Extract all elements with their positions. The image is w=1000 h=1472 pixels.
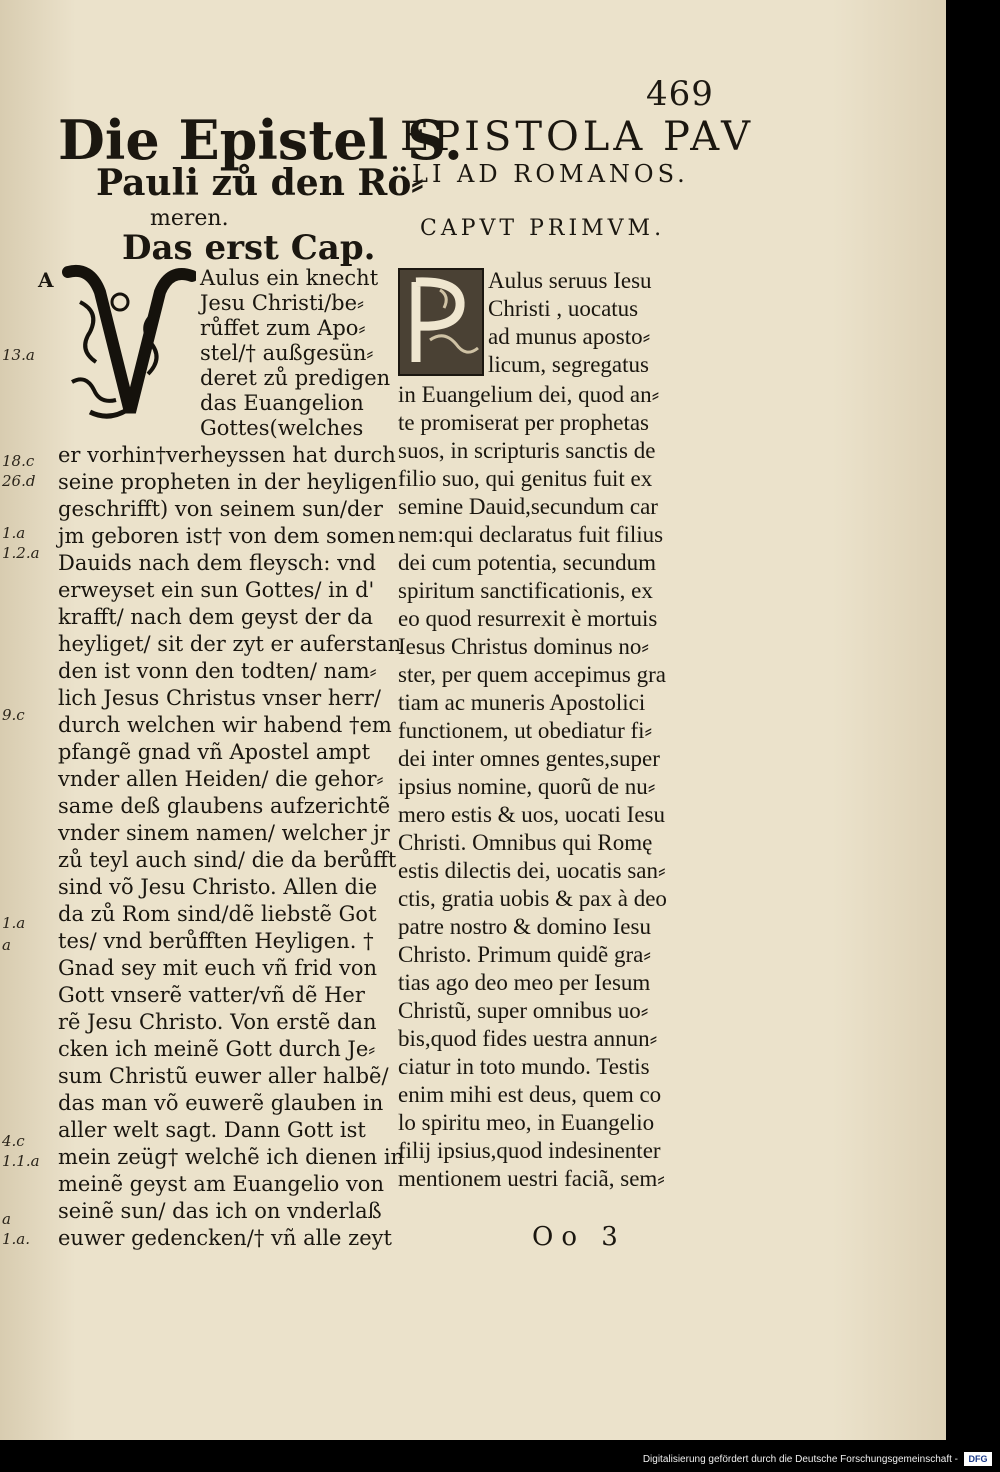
german-line: Gnad sey mit euch vñ frid von <box>58 956 378 980</box>
latin-line: semine Dauid,secundum car <box>398 494 658 519</box>
signature-mark: Oo 3 <box>532 1222 626 1252</box>
latin-line: Christi , uocatus <box>488 296 639 321</box>
margin-note: 18.c <box>2 452 35 470</box>
german-line: da zů Rom sind/dẽ liebstẽ Got <box>58 902 377 926</box>
german-line: vnder allen Heiden/ die gehor⸗ <box>58 767 384 791</box>
german-line: stel/† außgesün⸗ <box>200 341 374 365</box>
german-line: pfangẽ gnad vñ Apostel ampt <box>58 740 371 764</box>
latin-line: tias ago deo meo per Iesum <box>398 970 651 995</box>
latin-line: estis dilectis dei, uocatis san⸗ <box>398 858 666 883</box>
latin-line: spiritum sanctificationis, ex <box>398 578 653 603</box>
page-number: 469 <box>646 74 714 114</box>
footer-credit: Digitalisierung gefördert durch die Deutsche Forschungsgemeinschaft - <box>642 1454 958 1465</box>
german-title-line1: Die Epistel S. <box>58 108 463 172</box>
latin-line: Christũ, super omnibus uo⸗ <box>398 998 649 1023</box>
latin-line: lo spiritu meo, in Euangelio <box>398 1110 655 1135</box>
margin-note: a <box>2 1210 11 1228</box>
margin-note: 13.a <box>2 346 35 364</box>
latin-chapter-heading: CAPVT PRIMVM. <box>420 216 666 241</box>
german-line: Jesu Christi/be⸗ <box>200 291 365 315</box>
latin-line: mentionem uestri faciã, sem⸗ <box>398 1166 665 1191</box>
german-line: seinẽ sun/ das ich on vnderlaß <box>58 1199 382 1223</box>
latin-line: te promiserat per prophetas <box>398 410 649 435</box>
german-chapter-heading: Das erst Cap. <box>122 228 376 268</box>
german-line: Aulus ein knecht <box>200 266 379 290</box>
latin-line: ad munus aposto⸗ <box>488 324 651 349</box>
dfg-logo-icon: DFG <box>964 1452 992 1466</box>
german-line: euwer gedencken/† vñ alle zeyt <box>58 1226 392 1250</box>
german-line: durch welchen wir habend †em <box>58 713 392 737</box>
margin-note: 26.d <box>2 472 36 490</box>
german-line: vnder sinem namen/ welcher jr <box>58 821 390 845</box>
latin-line: functionem, ut obediatur fi⸗ <box>398 718 653 743</box>
latin-line: eo quod resurrexit è mortuis <box>398 606 658 631</box>
latin-title-line2: LI AD ROMANOS. <box>412 160 689 188</box>
latin-line: enim mihi est deus, quem co <box>398 1082 662 1107</box>
latin-line: Iesus Christus dominus no⸗ <box>398 634 650 659</box>
latin-line: ctis, gratia uobis & pax à deo <box>398 886 667 911</box>
german-line: den ist vonn den todten/ nam⸗ <box>58 659 377 683</box>
german-line: tes/ vnd berůfften Heyligen. † <box>58 929 374 953</box>
latin-line: Aulus seruus Iesu <box>488 268 652 293</box>
german-line: krafft/ nach dem geyst der da <box>58 605 374 629</box>
german-line: Gottes(welches <box>200 416 364 440</box>
latin-line: ster, per quem accepimus gra <box>398 662 666 687</box>
margin-note: a <box>2 936 11 954</box>
german-line: jm geboren ist† von dem somen <box>58 524 396 548</box>
margin-note: 1.a <box>2 524 26 542</box>
margin-note: 4.c <box>2 1132 25 1150</box>
german-line: das man võ euwerẽ glauben in <box>58 1091 384 1115</box>
german-line: sum Christũ euwer aller halbẽ/ <box>58 1064 389 1088</box>
latin-line: dei cum potentia, secundum <box>398 550 657 575</box>
latin-line: ipsius nomine, quorũ de nu⸗ <box>398 774 656 799</box>
german-line: mein zeüg† welchẽ ich dienen in <box>58 1145 405 1169</box>
latin-line: patre nostro & domino Iesu <box>398 914 651 939</box>
german-line: sind võ Jesu Christo. Allen die <box>58 875 378 899</box>
margin-note: 1.a <box>2 914 26 932</box>
margin-note: 1.a. <box>2 1230 31 1248</box>
latin-line: dei inter omnes gentes,super <box>398 746 660 771</box>
decorated-initial-p-icon <box>398 268 484 376</box>
german-line: deret zů predigen <box>200 366 391 390</box>
latin-line: licum, segregatus <box>488 352 649 377</box>
german-line: Dauids nach dem fleysch: vnd <box>58 551 376 575</box>
latin-line: Christi. Omnibus qui Romę <box>398 830 653 855</box>
latin-line: nem:qui declaratus fuit filius <box>398 522 664 547</box>
latin-line: tiam ac muneris Apostolici <box>398 690 646 715</box>
german-line: cken ich meinẽ Gott durch Je⸗ <box>58 1037 376 1061</box>
latin-line: filij ipsius,quod indesinenter <box>398 1138 661 1163</box>
latin-line: bis,quod fides uestra annun⸗ <box>398 1026 658 1051</box>
latin-line: in Euangelium dei, quod an⸗ <box>398 382 660 407</box>
german-line: růffet zum Apo⸗ <box>200 316 366 340</box>
margin-note: 1.2.a <box>2 544 40 562</box>
latin-line: filio suo, qui genitus fuit ex <box>398 466 653 491</box>
german-title-line2: Pauli zů den Rö⸗ <box>96 162 424 204</box>
decorated-initial-v-icon <box>60 262 196 434</box>
german-line: erweyset ein sun Gottes/ in d' <box>58 578 375 602</box>
margin-note: 9.c <box>2 706 25 724</box>
german-line: das Euangelion <box>200 391 364 415</box>
german-line: geschrifft) von seinem sun/der <box>58 497 383 521</box>
german-line: seine propheten in der heyligen <box>58 470 398 494</box>
latin-line: mero estis & uos, uocati Iesu <box>398 802 666 827</box>
german-line: same deß glaubens aufzerichtẽ <box>58 794 391 818</box>
latin-title-line1: EPISTOLA PAV <box>400 114 754 160</box>
german-line: aller welt sagt. Dann Gott ist <box>58 1118 366 1142</box>
german-line: heyliget/ sit der zyt er auferstan <box>58 632 402 656</box>
latin-line: suos, in scripturis sanctis de <box>398 438 656 463</box>
german-line: Gott vnserẽ vatter/vñ dẽ Her <box>58 983 365 1007</box>
german-line: lich Jesus Christus vnser herr/ <box>58 686 381 710</box>
german-line: zů teyl auch sind/ die da berůfft <box>58 848 397 872</box>
latin-line: ciatur in toto mundo. Testis <box>398 1054 650 1079</box>
latin-line: Christo. Primum quidẽ gra⸗ <box>398 942 651 967</box>
section-letter: A <box>38 268 54 292</box>
german-line: er vorhin†verheyssen hat durch <box>58 443 396 467</box>
german-title-line3: meren. <box>150 206 229 231</box>
german-line: rẽ Jesu Christo. Von erstẽ dan <box>58 1010 377 1034</box>
margin-note: 1.1.a <box>2 1152 40 1170</box>
german-line: meinẽ geyst am Euangelio von <box>58 1172 384 1196</box>
